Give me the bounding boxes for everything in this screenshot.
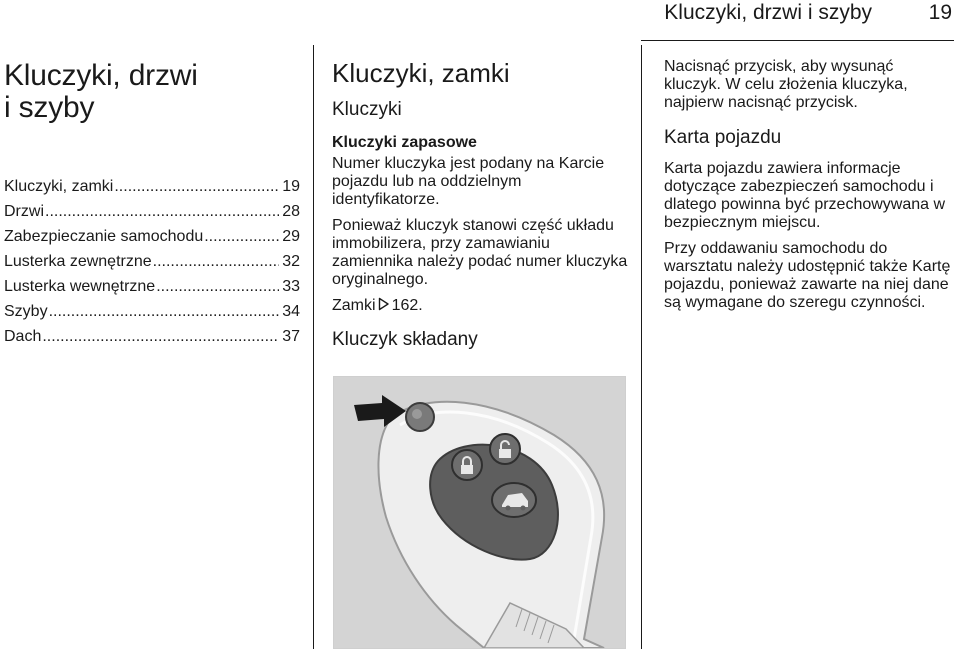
car-pass-heading: Karta pojazdu — [664, 127, 782, 148]
chapter-title-line-2: i szyby — [4, 91, 95, 124]
toc-item[interactable] — [4, 274, 300, 299]
toc-page: 33 — [282, 278, 300, 295]
toc-item[interactable] — [4, 199, 300, 224]
chapter-toc — [4, 174, 300, 349]
toc-page: 28 — [282, 203, 300, 220]
toc-label: Zabezpieczanie samochodu — [4, 228, 204, 245]
toc-page: 34 — [282, 303, 300, 320]
chapter-title — [4, 60, 300, 124]
release-button — [406, 403, 434, 431]
toc-leader — [204, 224, 279, 249]
keys-column — [332, 58, 632, 364]
car-pass-paragraph-1: Karta pojazdu zawiera informacje dotyczące zabezpieczeń samochodu i dlatego powinna być przechowywana w bezpiecznym miejscu. — [664, 160, 946, 231]
car-pass-column — [664, 58, 954, 320]
toc-label: Kluczyki, zamki — [4, 178, 114, 195]
column-divider-1 — [313, 45, 314, 649]
xref-label: Zamki — [332, 297, 376, 314]
toc-page: 29 — [282, 228, 300, 245]
toc-leader — [114, 174, 279, 199]
toc-page: 19 — [282, 178, 300, 195]
chapter-title-line-1: Kluczyki, drzwi — [4, 59, 198, 92]
toc-label: Dach — [4, 328, 42, 345]
toc-item[interactable] — [4, 299, 300, 324]
spare-keys-paragraph-1: Numer kluczyka jest podany na Karcie pojazdu lub na oddzielnym identyfikatorze. — [332, 155, 605, 208]
toc-leader — [153, 249, 280, 274]
toc-leader — [45, 199, 279, 224]
folding-key-heading: Kluczyk składany — [332, 329, 478, 350]
spare-keys-paragraph-2: Ponieważ kluczyk stanowi część układu immobilizera, przy zamawianiu zamiennika należy podać numer kluczyka oryginalnego. — [332, 217, 628, 288]
toc-label: Lusterka wewnętrzne — [4, 278, 156, 295]
chapter-column — [4, 60, 300, 349]
folding-key-illustration — [334, 377, 625, 648]
page-number: 19 — [928, 1, 952, 24]
column-divider-2 — [641, 45, 642, 649]
spare-keys-heading: Kluczyki zapasowe — [332, 134, 477, 151]
folding-key-figure — [333, 376, 626, 649]
toc-label: Drzwi — [4, 203, 44, 220]
running-header: Kluczyki, drzwi i szyby — [664, 1, 872, 24]
toc-label: Lusterka zewnętrzne — [4, 253, 152, 270]
toc-item[interactable] — [4, 324, 300, 349]
header-rule — [641, 40, 954, 41]
toc-item[interactable] — [4, 224, 300, 249]
toc-page: 32 — [282, 253, 300, 270]
toc-page: 37 — [282, 328, 300, 345]
xref-page: 162. — [391, 297, 423, 314]
toc-leader — [49, 299, 280, 324]
xref-arrow-icon — [378, 297, 390, 316]
toc-item[interactable] — [4, 174, 300, 199]
folding-key-paragraph: Nacisnąć przycisk, aby wysunąć kluczyk. W celu złożenia kluczyka, najpierw nacisnąć przycisk. — [664, 58, 908, 111]
car-pass-paragraph-2: Przy oddawaniu samochodu do warsztatu należy udostępnić także Kartę pojazdu, ponieważ zawarte na niej dane są wymagane do szeregu czynności. — [664, 240, 951, 311]
toc-label: Szyby — [4, 303, 48, 320]
section-title: Kluczyki, zamki — [332, 58, 510, 88]
toc-leader — [42, 324, 279, 349]
subsection-title: Kluczyki — [332, 99, 402, 120]
toc-leader — [156, 274, 279, 299]
toc-item[interactable] — [4, 249, 300, 274]
cross-reference[interactable] — [332, 297, 632, 316]
